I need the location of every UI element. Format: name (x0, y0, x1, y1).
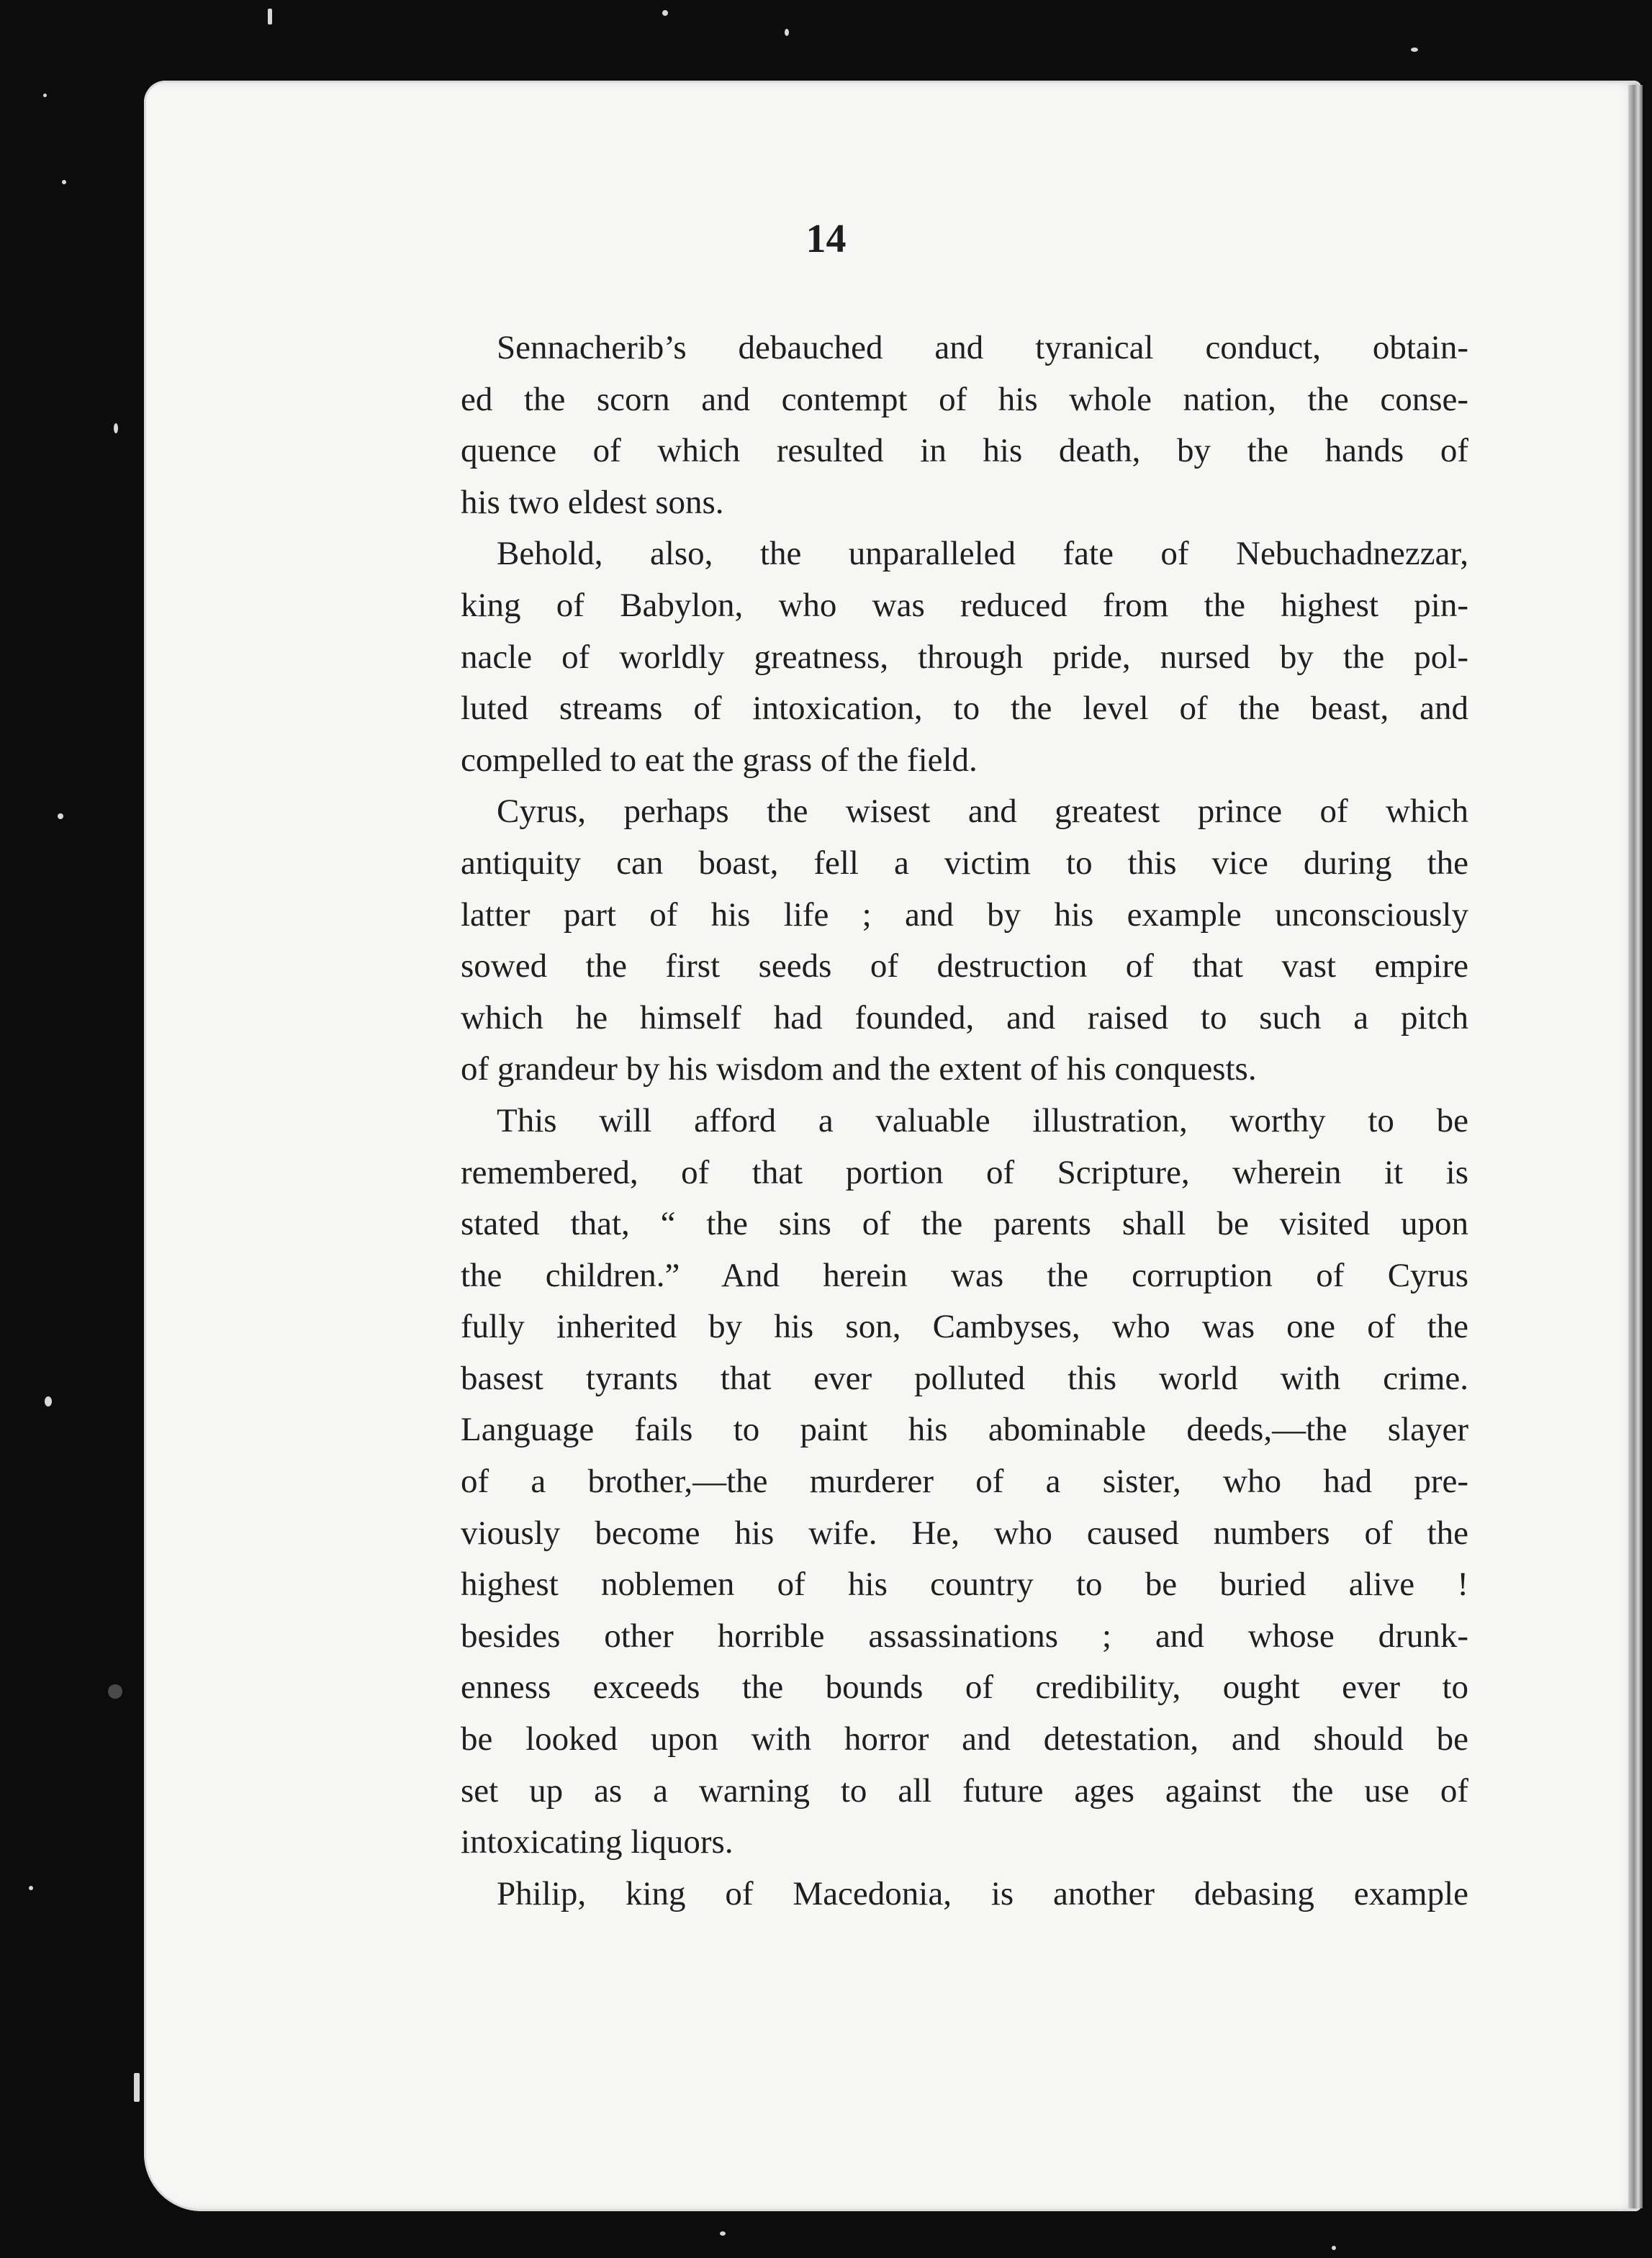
text-line: his two eldest sons. (461, 483, 724, 521)
scan-speck (134, 2073, 140, 2102)
text-line: be looked upon with horror and detestation, and should be (461, 1720, 1468, 1758)
text-line: besides other horrible assassinations ; and whose drunk- (461, 1617, 1468, 1655)
scan-speck (108, 1684, 122, 1699)
scan-speck (268, 9, 272, 24)
text-line: sowed the first seeds of destruction of that vast empire (461, 947, 1468, 985)
text-line: ed the scorn and contempt of his whole nation, the conse- (461, 380, 1468, 418)
text-line: quence of which resulted in his death, by the hands of (461, 432, 1468, 470)
text-line: enness exceeds the bounds of credibility, ought ever to (461, 1668, 1468, 1707)
scan-speck (58, 813, 63, 819)
text-line: compelled to eat the grass of the field. (461, 741, 978, 779)
scan-speck (62, 180, 66, 184)
text-line: This will afford a valuable illustration, worthy to be (497, 1101, 1468, 1139)
page-edge (1628, 85, 1643, 2208)
page-number: 14 (805, 217, 847, 261)
scan-speck (114, 423, 118, 433)
text-line: highest noblemen of his country to be buried alive ! (461, 1566, 1468, 1604)
text-line: set up as a warning to all future ages against the use of (461, 1771, 1468, 1810)
text-line: of grandeur by his wisdom and the extent of his conquests. (461, 1050, 1257, 1088)
text-line: viously become his wife. He, who caused numbers of the (461, 1514, 1468, 1552)
text-line: remembered, of that portion of Scripture, wherein it is (461, 1153, 1468, 1191)
text-line: Cyrus, perhaps the wisest and greatest prince of which (497, 792, 1468, 831)
text-line: Language fails to paint his abominable deeds,—the slayer (461, 1411, 1468, 1449)
scan-speck (1332, 2246, 1336, 2250)
scan-speck (45, 1396, 52, 1406)
body-text (461, 322, 1468, 1920)
scan-speck (29, 1886, 33, 1890)
text-line: nacle of worldly greatness, through pride, nursed by the pol- (461, 638, 1468, 676)
text-line: of a brother,—the murderer of a sister, who had pre- (461, 1463, 1468, 1501)
scan-speck (662, 10, 668, 16)
text-line: Behold, also, the unparalleled fate of Nebuchadnezzar, (497, 535, 1468, 573)
text-line: latter part of his life ; and by his example unconsciously (461, 895, 1468, 934)
scan-speck (785, 29, 789, 36)
text-line: intoxicating liquors. (461, 1823, 734, 1861)
text-line: antiquity can boast, fell a victim to this vice during the (461, 844, 1468, 882)
text-line: fully inherited by his son, Cambyses, who was one of the (461, 1308, 1468, 1346)
text-line: Sennacherib’s debauched and tyranical conduct, obtain- (497, 329, 1468, 366)
text-line: basest tyrants that ever polluted this world with crime. (461, 1359, 1468, 1397)
text-line: king of Babylon, who was reduced from the highest pin- (461, 586, 1468, 624)
text-line: stated that, “ the sins of the parents shall be visited upon (461, 1205, 1468, 1243)
scan-speck (1411, 48, 1418, 52)
text-line: luted streams of intoxication, to the level of the beast, and (461, 690, 1468, 728)
scan-speck (43, 94, 47, 97)
scan-speck (720, 2231, 726, 2236)
text-line: Philip, king of Macedonia, is another debasing example (497, 1874, 1468, 1912)
text-line: the children.” And herein was the corruption of Cyrus (461, 1256, 1468, 1294)
text-line: which he himself had founded, and raised to such a pitch (461, 998, 1468, 1037)
